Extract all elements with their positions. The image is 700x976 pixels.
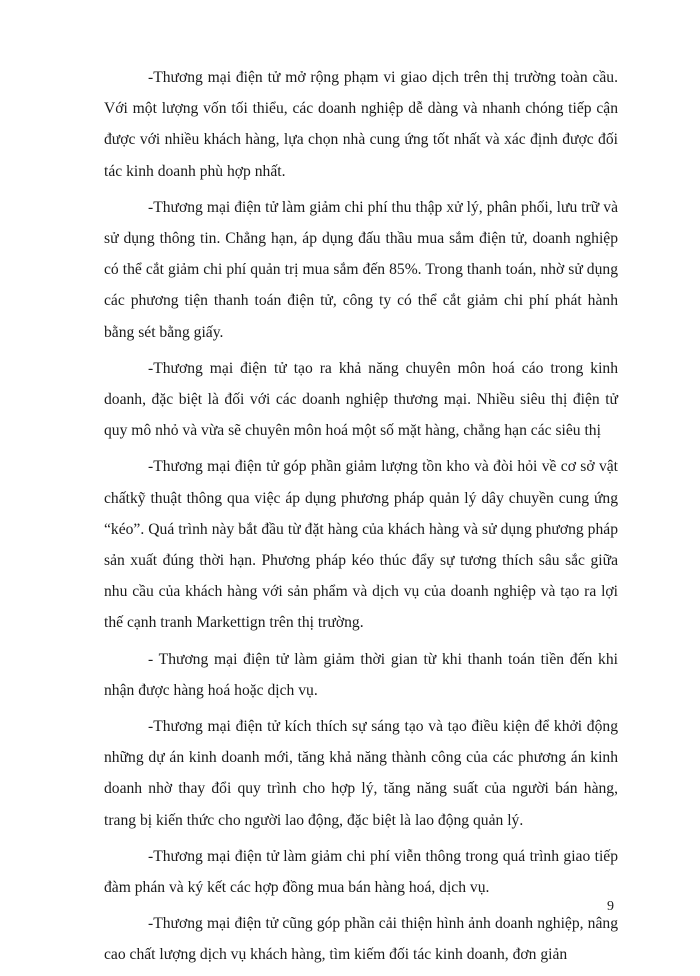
paragraph-business-image: -Thương mại điện tử cũng góp phần cải thiện hình ảnh doanh nghiệp, nâng cao chất lượng dịch vụ khách hàng, tìm kiếm đối tác kinh doanh, đơn giản xyxy=(104,915,618,964)
page-number: 9 xyxy=(607,899,614,914)
paragraph-information-costs: -Thương mại điện tử làm giảm chi phí thu thập xử lý, phân phối, lưu trữ và sử dụng thông tin. Chẳng hạn, áp dụng đấu thầu mua sắm điện tử, doanh nghiệp có thể cắt giảm chi phí quản trị mua sắm đến 85%. Trong thanh toán, nhờ sử dụng các phương tiện thanh toán điện tử, công ty có thể cắt giảm chi phí phát hành bằng sét bằng giấy. xyxy=(104,198,618,341)
paragraph-global-reach: -Thương mại điện tử mở rộng phạm vi giao dịch trên thị trường toàn cầu. Với một lượng vốn tối thiểu, các doanh nghiệp dễ dàng và nhanh chóng tiếp cận được với nhiều khách hàng, lựa chọn nhà cung ứng tốt nhất và xác định được đối tác kinh doanh phù hợp nhất. xyxy=(104,69,618,180)
body-text xyxy=(104,62,618,976)
paragraph-payment-time: - Thương mại điện tử làm giảm thời gian từ khi thanh toán tiền đến khi nhận được hàng hoá hoặc dịch vụ. xyxy=(104,650,618,699)
paragraph-inventory: -Thương mại điện tử góp phần giảm lượng tồn kho và đòi hỏi về cơ sở vật chấtkỹ thuật thông qua việc áp dụng phương pháp quản lý dây chuyền cung ứng “kéo”. Quá trình này bắt đầu từ đặt hàng của khách hàng và sử dụng phương pháp sản xuất đúng thời hạn. Phương pháp kéo thúc đẩy sự tương thích sâu sắc giữa nhu cầu của khách hàng với sản phẩm và dịch vụ của doanh nghiệp và tạo ra lợi thế cạnh tranh Markettign trên thị trường. xyxy=(104,458,618,632)
paragraph-telecom-costs: -Thương mại điện tử làm giảm chi phí viễn thông trong quá trình giao tiếp đàm phán và ký kết các hợp đồng mua bán hàng hoá, dịch vụ. xyxy=(104,847,618,897)
paragraph-innovation: -Thương mại điện tử kích thích sự sáng tạo và tạo điều kiện để khởi động những dự án kinh doanh mới, tăng khả năng thành công của các phương án kinh doanh nhờ thay đổi quy trình cho hợp lý, tăng năng suất của người bán hàng, trang bị kiến thức cho người lao động, đặc biệt là lao động quản lý. xyxy=(104,718,618,829)
paragraph-specialization: -Thương mại điện tử tạo ra khả năng chuyên môn hoá cáo trong kinh doanh, đặc biệt là đối với các doanh nghiệp thương mại. Nhiều siêu thị điện tử quy mô nhỏ và vừa sẽ chuyên môn hoá một số mặt hàng, chẳng hạn các siêu thị xyxy=(104,359,618,440)
